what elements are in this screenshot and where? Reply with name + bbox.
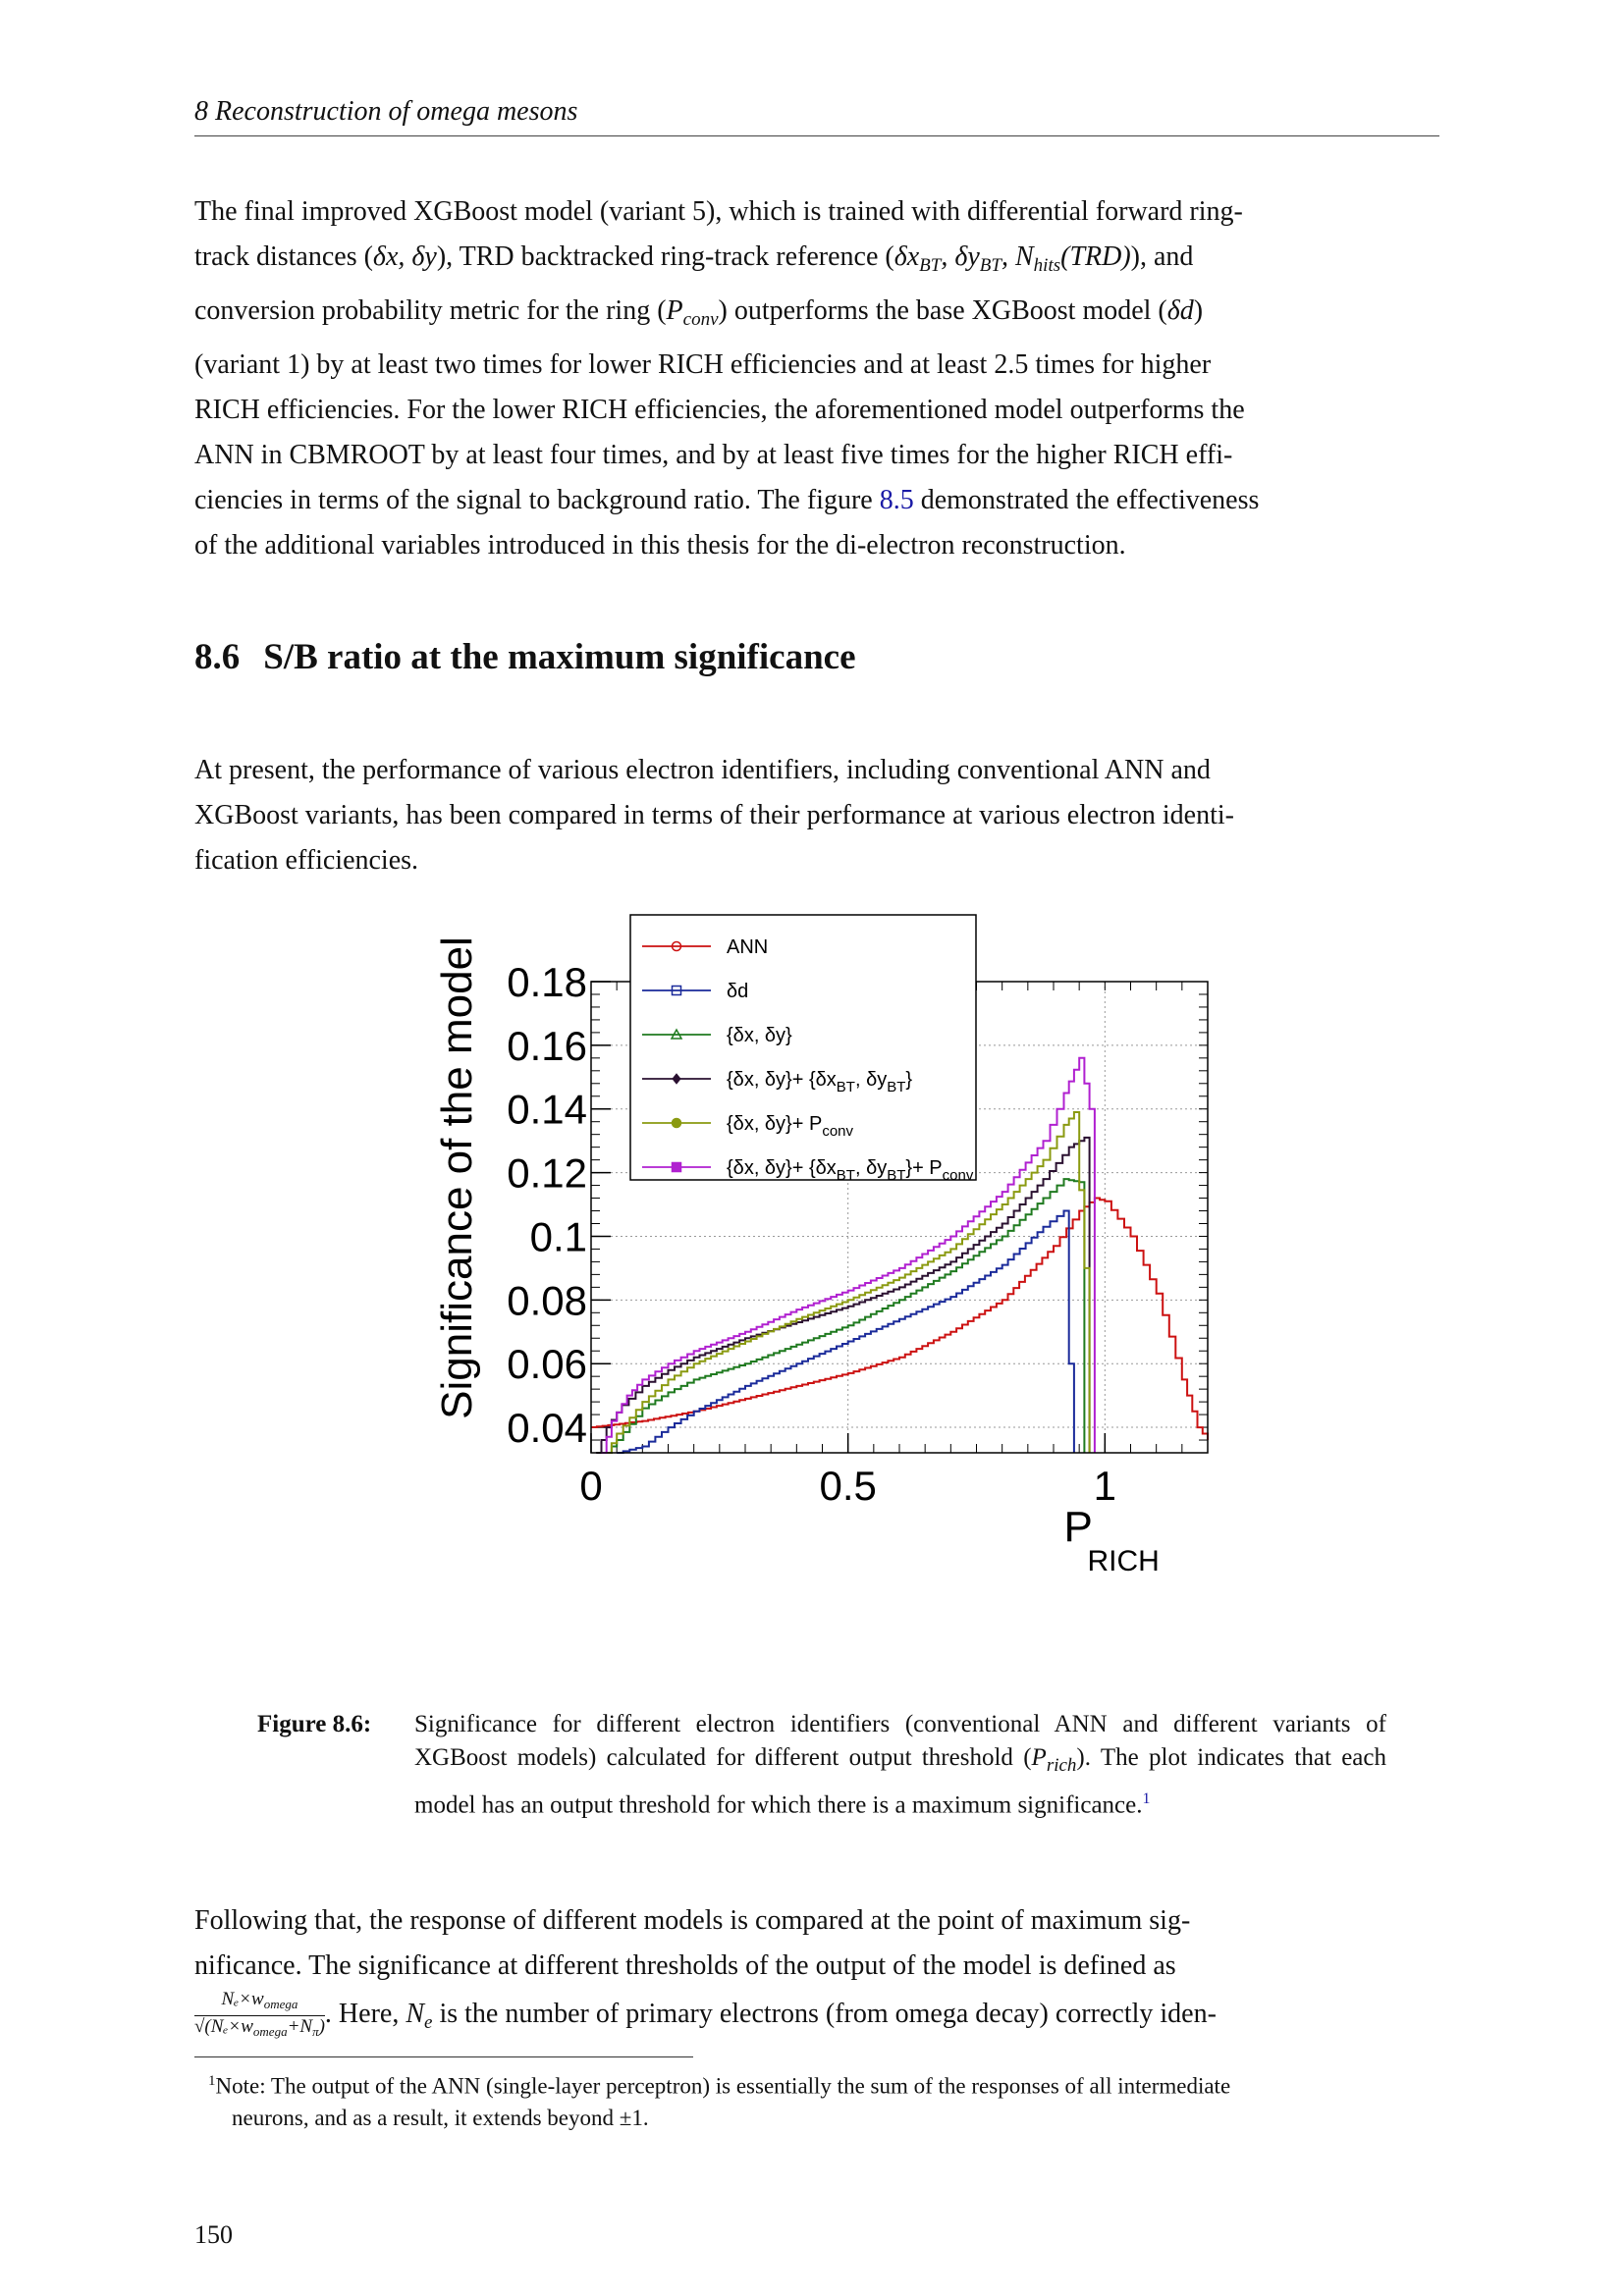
legend-label-6: {δx, $\delta y\}+ \{\delta x_{BT}$, $\delta y_{BT}\}+ P_{conv}$ [727, 1157, 974, 1184]
text-line: of the additional variables introduced in this thesis for the di-electron reconstruction. [194, 530, 1126, 561]
footnote [208, 2065, 1443, 2134]
section-heading: 8.6 S/B ratio at the maximum significance [194, 637, 856, 677]
y-tick-label: 0.04 [507, 1405, 587, 1452]
paragraph-xgboost-summary [194, 189, 1439, 568]
y-tick-label: 0.18 [507, 959, 587, 1005]
text-line: track distances (δx, δy), TRD backtracked ring-track reference ($\delta x_{BT}$, $\delta y_{BT}$, $N_{hits}(TRD)$), and [194, 241, 1194, 276]
legend-label-1: ANN [727, 936, 769, 958]
y-axis-label: Significance of the model [433, 936, 481, 1419]
running-head: 8 Reconstruction of omega mesons [194, 96, 1439, 136]
text-line: ANN in CBMROOT by at least four times, and by at least five times for the higher RICH effi- [194, 440, 1233, 470]
caption-text: Significance for different electron identifiers (conventional ANN and different variants of XGBoost models) calculated for different output threshold $(P_{rich})$. The plot indicates that each model has an output threshold for which there is a maximum significance.$^1$ [414, 1711, 1386, 1819]
legend-box [630, 915, 976, 1180]
y-tick-label: 0.16 [507, 1022, 587, 1069]
x-axis-label: P [1063, 1503, 1093, 1551]
legend-label-2: δd [727, 981, 749, 1002]
footnote-line: neurons, and as a result, it extends beyond ±1. [232, 2105, 649, 2130]
figure-ref-link[interactable]: 8.5 [879, 485, 914, 515]
text-line: fication efficiencies. [194, 845, 419, 876]
text-line: (variant 1) by at least two times for lower RICH efficiencies and at least 2.5 times for higher [194, 349, 1212, 380]
text-line: Following that, the response of different models is compared at the point of maximum sig- [194, 1905, 1191, 1936]
x-axis-label-sub: RICH [1087, 1545, 1160, 1577]
footnote-rule [194, 2056, 693, 2057]
text-line: conversion probability metric for the ring $(P_{conv})$ outperforms the base XGBoost model (δd) [194, 295, 1204, 330]
text-line: ciencies in terms of the signal to background ratio. The figure 8.5 demonstrated the effectiveness [194, 485, 1260, 515]
figure-caption [257, 1708, 1386, 1822]
legend-marker [673, 1163, 681, 1172]
legend-label-3: {δx, δy} [727, 1025, 792, 1046]
paragraph-following [194, 1898, 1439, 2046]
legend-marker [673, 1119, 681, 1128]
x-tick-label: 1 [1093, 1463, 1117, 1509]
significance-formula: $\frac{N_e\times w_{omega}}{√(N_e\times w_{omega}+N_\pi)}$ [194, 1989, 325, 2039]
footnote-ref[interactable]: 1 [1142, 1790, 1151, 1807]
y-tick-label: 0.06 [507, 1341, 587, 1388]
significance-chart [0, 903, 1624, 1649]
x-tick-label: 0.5 [819, 1463, 877, 1509]
text-line: XGBoost variants, has been compared in terms of their performance at various electron identi- [194, 800, 1234, 830]
y-tick-label: 0.14 [507, 1086, 587, 1133]
legend-label-5: {δx, $\delta y\}+ P_{conv}$ [727, 1113, 854, 1140]
legend-label-4: {δx, $\delta y\}+ \{\delta x_{BT}$, $\delta y_{BT}$} [727, 1069, 913, 1095]
footnote-line: $^1$Note: The output of the ANN (single-layer perceptron) is essentially the sum of the responses of all intermediate [208, 2073, 1231, 2099]
y-tick-label: 0.08 [507, 1277, 587, 1324]
paragraph-intro [194, 748, 1439, 883]
text-line: The final improved XGBoost model (variant 5), which is trained with differential forward ring- [194, 196, 1243, 227]
text-line: nificance. The significance at different thresholds of the output of the model is defined as [194, 1950, 1176, 1981]
text-line: At present, the performance of various electron identifiers, including conventional ANN and [194, 755, 1211, 785]
x-tick-label: 0 [579, 1463, 603, 1509]
text-line: $\frac{N_e\times w_{omega}}{√(N_e\times w_{omega}+N_\pi)}$ . Here, $N_e$ is the number of primary electrons (from omega decay) correctly iden- [194, 1989, 1439, 2046]
y-tick-label: 0.12 [507, 1149, 587, 1197]
page-number: 150 [194, 2220, 233, 2249]
figure-label: Figure 8.6: [257, 1711, 372, 1737]
y-tick-label: 0.1 [529, 1213, 587, 1260]
text-line: RICH efficiencies. For the lower RICH efficiencies, the aforementioned model outperforms the [194, 395, 1245, 425]
